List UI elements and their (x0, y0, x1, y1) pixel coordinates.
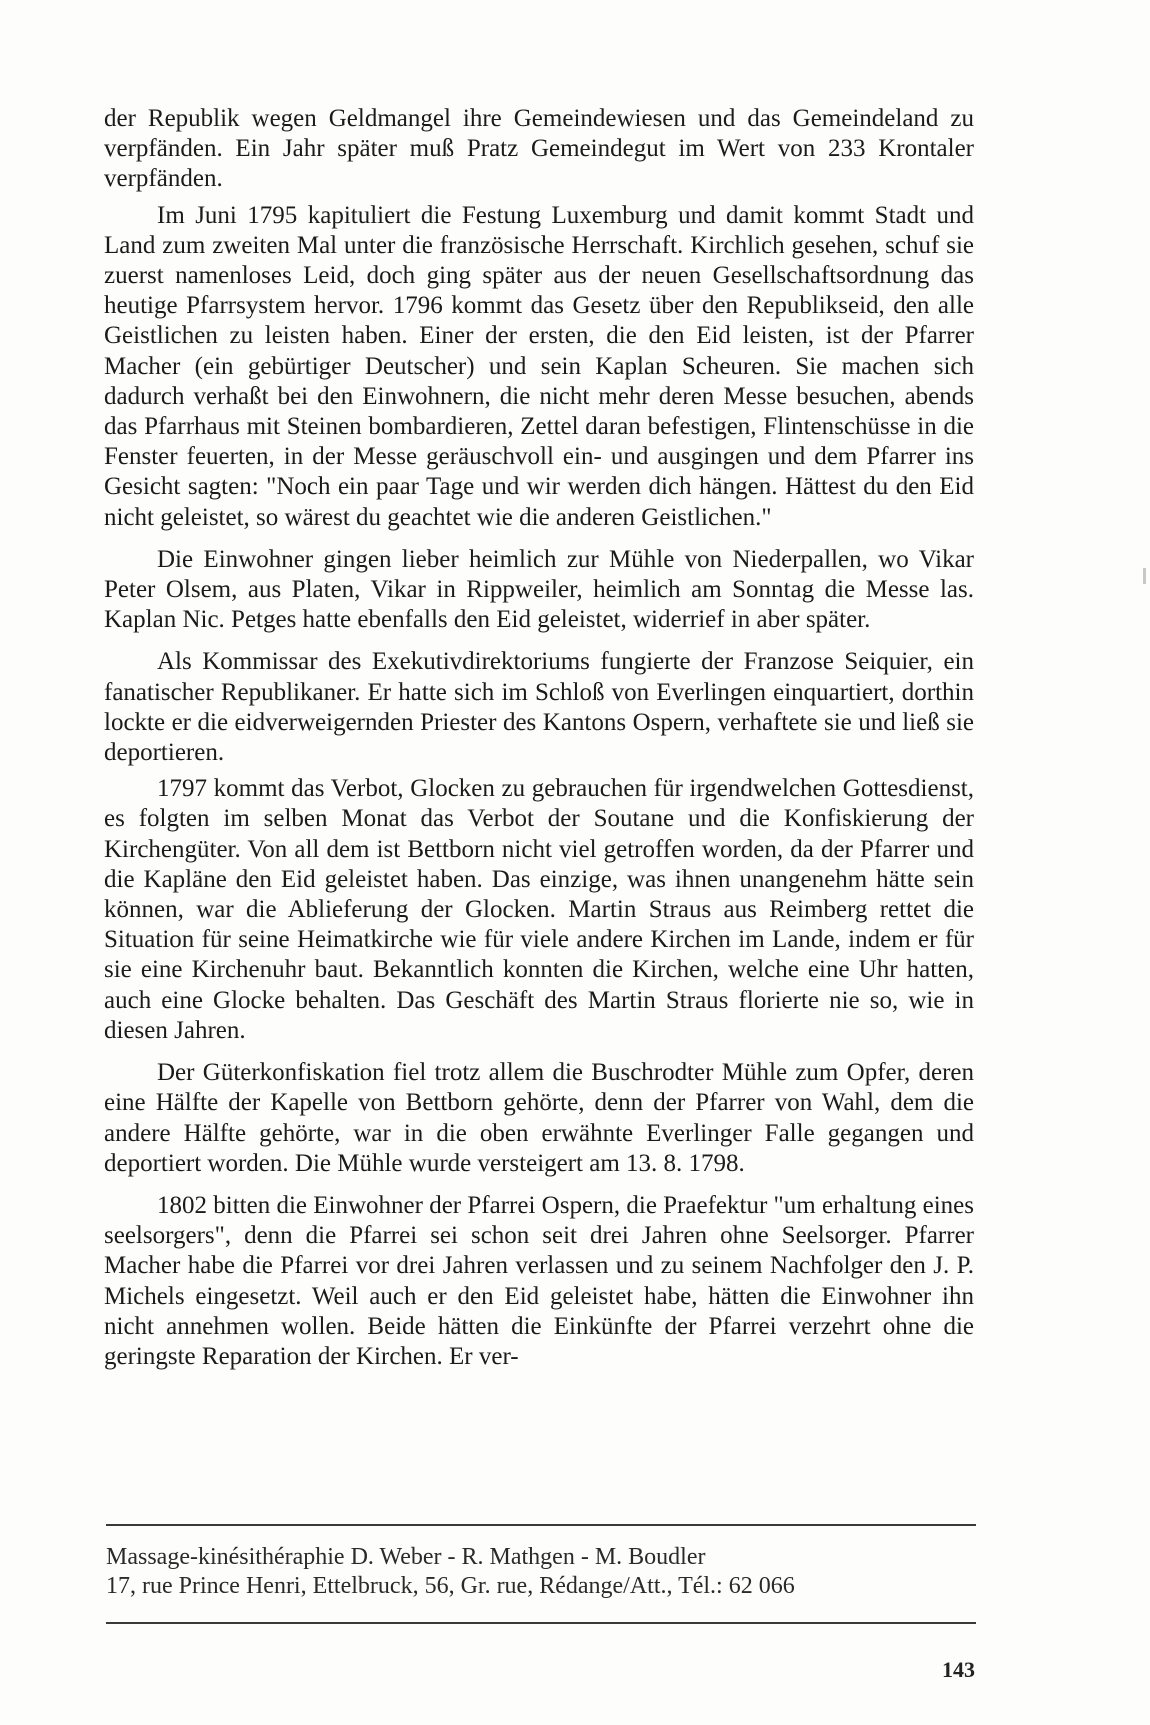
paragraph-7: 1802 bitten die Einwohner der Pfarrei Ospern, die Praefektur "um erhaltung eines seelsorgers", denn die Pfarrei sei schon seit drei Jahren ohne Seelsorger. Pfarrer Macher habe die Pfarrei vor drei Jahren verlassen und zu seinem Nachfolger den J. P. Michels eingesetzt. Weil auch er den Eid geleistet habe, hätten die Einwohner ihn nicht annehmen wollen. Beide hätten die Einkünfte der Pfarrei verzehrt ohne die geringste Reparation der Kirchen. Er ver- (104, 1191, 974, 1370)
paragraph-3: Die Einwohner gingen lieber heimlich zur Mühle von Niederpallen, wo Vikar Peter Olsem, aus Platen, Vikar in Rippweiler, heimlich am Sonntag die Messe las. Kaplan Nic. Petges hatte ebenfalls den Eid geleistet, widerrief in aber später. (104, 545, 974, 634)
paragraph-6: Der Güterkonfiskation fiel trotz allem die Buschrodter Mühle zum Opfer, deren eine Hälfte der Kapelle von Bettborn gehörte, denn der Pfarrer von Wahl, dem die andere Hälfte gehörte, war in die oben erwähnte Everlinger Falle gegangen und deportiert worden. Die Mühle wurde versteigert am 13. 8. 1798. (104, 1059, 974, 1177)
body-text (104, 104, 974, 1372)
paragraph-gap (104, 1046, 974, 1058)
footer-rule-top (106, 1524, 976, 1526)
paragraph-1: der Republik wegen Geldmangel ihre Gemeindewiesen und das Gemeindeland zu verpfänden. Ein Jahr später muß Pratz Gemeindegut im Wert von 233 Krontaler verpfänden. (104, 105, 974, 193)
paragraph-gap (104, 1179, 974, 1191)
advertisement-line-2: 17, rue Prince Henri, Ettelbruck, 56, Gr. rue, Rédange/Att., Tél.: 62 066 (106, 1573, 795, 1599)
footer-rule-bottom (106, 1622, 976, 1624)
paragraph-5: 1797 kommt das Verbot, Glocken zu gebrauchen für irgendwelchen Gottesdienst, es folgten im selben Monat das Verbot der Soutane und die Konfiskierung der Kirchengüter. Von all dem ist Bettborn nicht viel getroffen worden, da der Pfarrer und die Kapläne den Eid geleistet haben. Das einzige, was ihnen unangenehm hätte sein können, war die Ablieferung der Glocken. Martin Straus aus Reimberg rettet die Situation für seine Heimatkirche wie für viele andere Kirchen im Lande, indem er für sie eine Kirchenuhr baut. Bekanntlich konnten die Kirchen, welche eine Uhr hatten, auch eine Glocke behalten. Das Geschäft des Martin Straus florierte nie so, wie in diesen Jahren. (104, 775, 974, 1044)
page-number: 143 (942, 1657, 975, 1682)
paragraph-4: Als Kommissar des Exekutivdirektoriums fungierte der Franzose Seiquier, ein fanatischer Republikaner. Er hatte sich im Schloß von Everlingen einquartiert, dorthin lockte er die eidverweigernden Priester des Kantons Ospern, verhaftete sie und ließ sie deportieren. (104, 648, 974, 767)
paragraph-2: Im Juni 1795 kapituliert die Festung Luxemburg und damit kommt Stadt und Land zum zweiten Mal unter die französische Herrschaft. Kirchlich gesehen, schuf sie zuerst namenloses Leid, doch ging später aus der neuen Gesellschaftsordnung das heutige Pfarrsystem hervor. 1796 kommt das Gesetz über den Republikseid, den alle Geistlichen zu leisten haben. Einer der ersten, die den Eid leisten, ist der Pfarrer Macher (ein gebürtiger Deutscher) und sein Kaplan Scheuren. Sie machen sich dadurch verhaßt bei den Einwohnern, die nicht mehr deren Messe besuchen, abends das Pfarrhaus mit Steinen bombardieren, Zettel daran befestigen, Flintenschüsse in die Fenster feuerten, in der Messe geräuschvoll ein- und ausgingen und dem Pfarrer ins Gesicht sagten: "Noch ein paar Tage und wir werden dich hängen. Hättest du den Eid nicht geleistet, so wärest du geachtet wie die anderen Geistlichen." (104, 201, 974, 531)
paragraph-gap (104, 635, 974, 647)
footer-advertisement (106, 1543, 976, 1601)
scan-edge-mark (1143, 568, 1146, 584)
advertisement-line-1: Massage-kinésithéraphie D. Weber - R. Mathgen - M. Boudler (106, 1544, 706, 1570)
paragraph-gap (104, 533, 974, 545)
